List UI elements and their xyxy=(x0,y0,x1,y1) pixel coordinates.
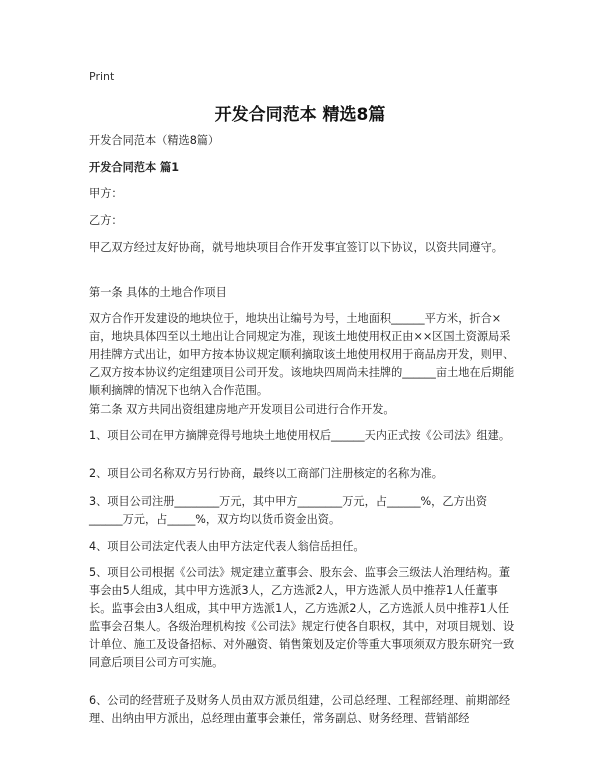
clause-2: 2、项目公司名称双方另行协商，最终以工商部门注册核定的名称为准。 xyxy=(89,467,443,480)
print-label[interactable]: Print xyxy=(89,70,115,83)
intro-paragraph: 甲乙双方经过友好协商，就号地块项目合作开发事宜签订以下协议，以资共同遵守。 xyxy=(89,241,503,254)
subtitle: 开发合同范本（精选8篇） xyxy=(89,134,220,147)
clause-6: 6、公司的经营班子及财务人员由双方派员组建，公司总经理、工程部经理、前期部经理、出纳由甲方派出，总经理由董事会兼任，常务副总、财务经理、营销部经 xyxy=(89,694,511,725)
article1-title: 第一条 具体的土地合作项目 xyxy=(89,286,227,299)
article1-body: 双方合作开发建设的地块位于，地块出让编号为号，土地面积______平方米，折合×亩，地块具体四至以土地出让合同规定为准，现该土地使用权正由××区国土资源局采用挂牌方式出让，如甲方按本协议规定顺利摘取该土地使用权用于商品房开发，则甲、乙双方按本协议约定组建项目公司开发。该地块四周尚未挂牌的______亩土地在后期能顺利摘牌的情况下也纳入合作范围。 xyxy=(89,312,515,397)
document-title: 开发合同范本 精选8篇 xyxy=(214,105,386,125)
clause-5: 5、项目公司根据《公司法》规定建立董事会、股东会、监事会三级法人治理结构。董事会由5人组成，其中甲方选派3人，乙方选派2人，甲方选派人员中推荐1人任董事长。监事会由3人组成，其中甲方选派1人，乙方选派2人，乙方选派人员中推荐1人任监事会召集人。各级治理机构按《公司法》规定行使各自职权，其中，对项目规划、设计单位、施工及设备招标、对外融资、销售策划及定价等重大事项须双方股东研究一致同意后项目公司方可实施。 xyxy=(89,566,515,669)
party-a: 甲方： xyxy=(89,187,123,200)
clause-4: 4、项目公司法定代表人由甲方法定代表人翁信岳担任。 xyxy=(89,540,365,553)
section-heading: 开发合同范本 篇1 xyxy=(89,161,179,174)
party-b: 乙方： xyxy=(89,214,123,227)
clause-3: 3、项目公司注册________万元，其中甲方________万元，占______%，乙方出资______万元，占_____%，双方均以货币资金出资。 xyxy=(89,495,488,526)
clause-1: 1、项目公司在甲方摘牌竞得号地块土地使用权后______天内正式按《公司法》组建。 xyxy=(89,429,511,442)
article2-title: 第二条 双方共同出资组建房地产开发项目公司进行合作开发。 xyxy=(89,403,395,416)
